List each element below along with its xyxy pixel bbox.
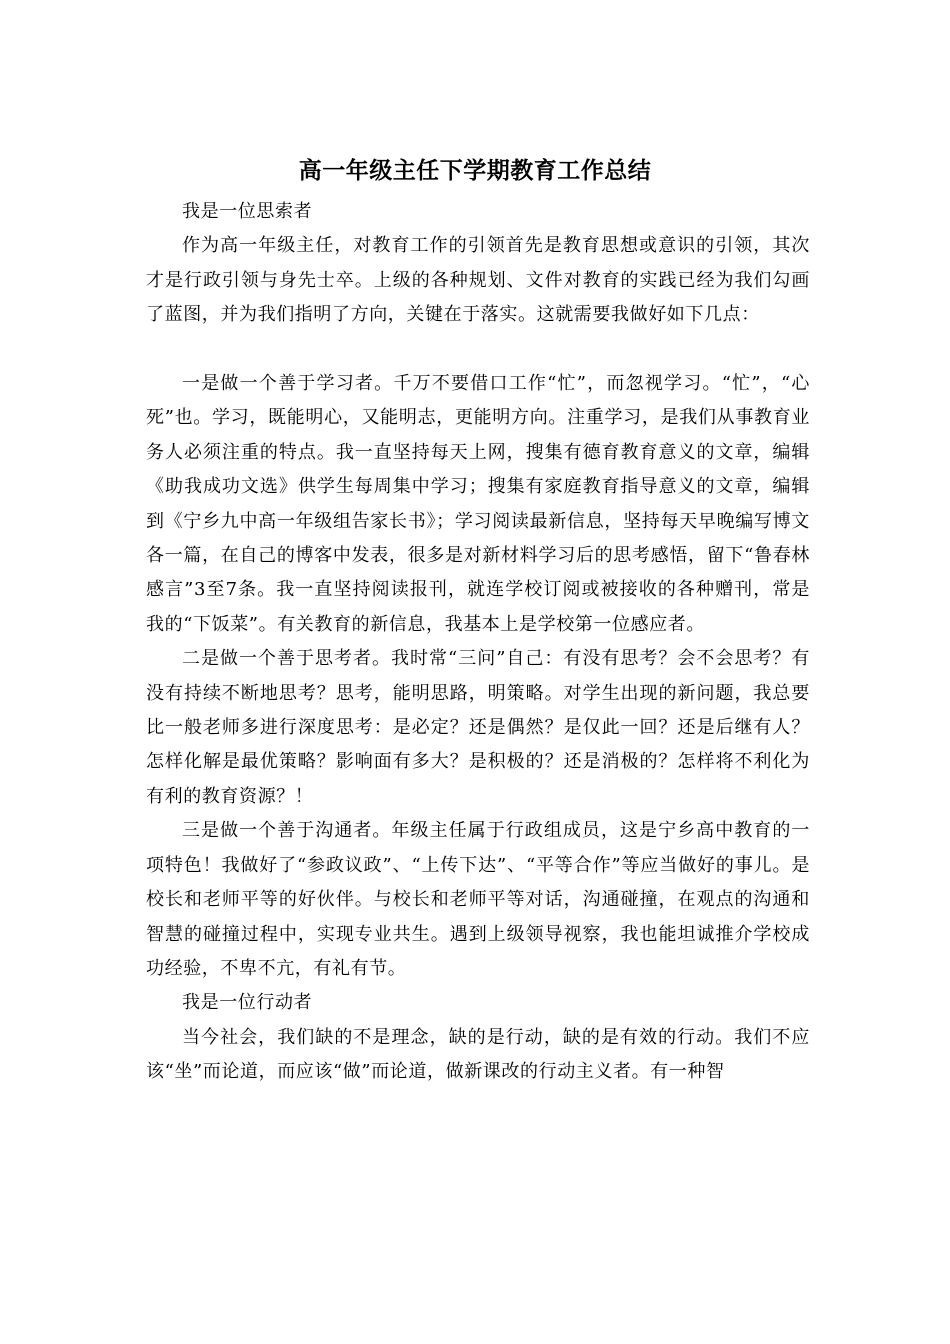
section-heading-doer: 我是一位行动者 xyxy=(182,992,313,1014)
paragraph-communicator: 三是做一个善于沟通者。年级主任属于行政组成员，这是宁乡高中教育的一项特色！我做好了“参政议政”、“上传下达”、“平等合作”等应当做好的事儿。是校长和老师平等的好伙伴。与校长和老师平等对话，沟通碰撞，在观点的沟通和智慧的碰撞过程中，实现专业共生。遇到上级领导视察，我也能坦诚推介学校成功经验，不卑不亢，有礼有节。 xyxy=(146,820,810,979)
paragraph-thinker: 二是做一个善于思考者。我时常“三问”自己：有没有思考？会不会思考？有没有持续不断地思考？思考，能明思路，明策略。对学生出现的新问题，我总要比一般老师多进行深度思考：是必定？还是偶然？是仅此一回？还是后继有人？怎样化解是最优策略？影响面有多大？是积极的？还是消极的？怎样将不利化为有利的教育资源？！ xyxy=(146,648,810,807)
blank-line xyxy=(146,333,810,367)
document-body xyxy=(146,195,810,1090)
paragraph-learner: 一是做一个善于学习者。千万不要借口工作“忙”，而忽视学习。“忙”，“心死”也。学习，既能明心，又能明志，更能明方向。注重学习，是我们从事教育业务人必须注重的特点。我一直坚持每天上网，搜集有德育教育意义的文章，编辑《助我成功文选》供学生每周集中学习；搜集有家庭教育指导意义的文章，编辑到《宁乡九中高一年级组告家长书》；学习阅读最新信息，坚持每天早晚编写博文各一篇，在自己的博客中发表，很多是对新材料学习后的思考感悟，留下“鲁春林感言”3至7条。我一直坚持阅读报刊，就连学校订阅或被接收的各种赠刊，常是我的“下饭菜”。有关教育的新信息，我基本上是学校第一位感应者。 xyxy=(146,373,810,635)
section-heading-thinker: 我是一位思索者 xyxy=(182,201,313,222)
document-title: 高一年级主任下学期教育工作总结 xyxy=(298,157,652,184)
paragraph-action: 当今社会，我们缺的不是理念，缺的是行动，缺的是有效的行动。我们不应该“坐”而论道，而应该“做”而论道，做新课改的行动主义者。有一种智 xyxy=(146,1026,810,1083)
paragraph-intro: 作为高一年级主任，对教育工作的引领首先是教育思想或意识的引领，其次才是行政引领与身先士卒。上级的各种规划、文件对教育的实践已经为我们勾画了蓝图，并为我们指明了方向，关键在于落实。这就需要我做好如下几点： xyxy=(146,235,810,326)
